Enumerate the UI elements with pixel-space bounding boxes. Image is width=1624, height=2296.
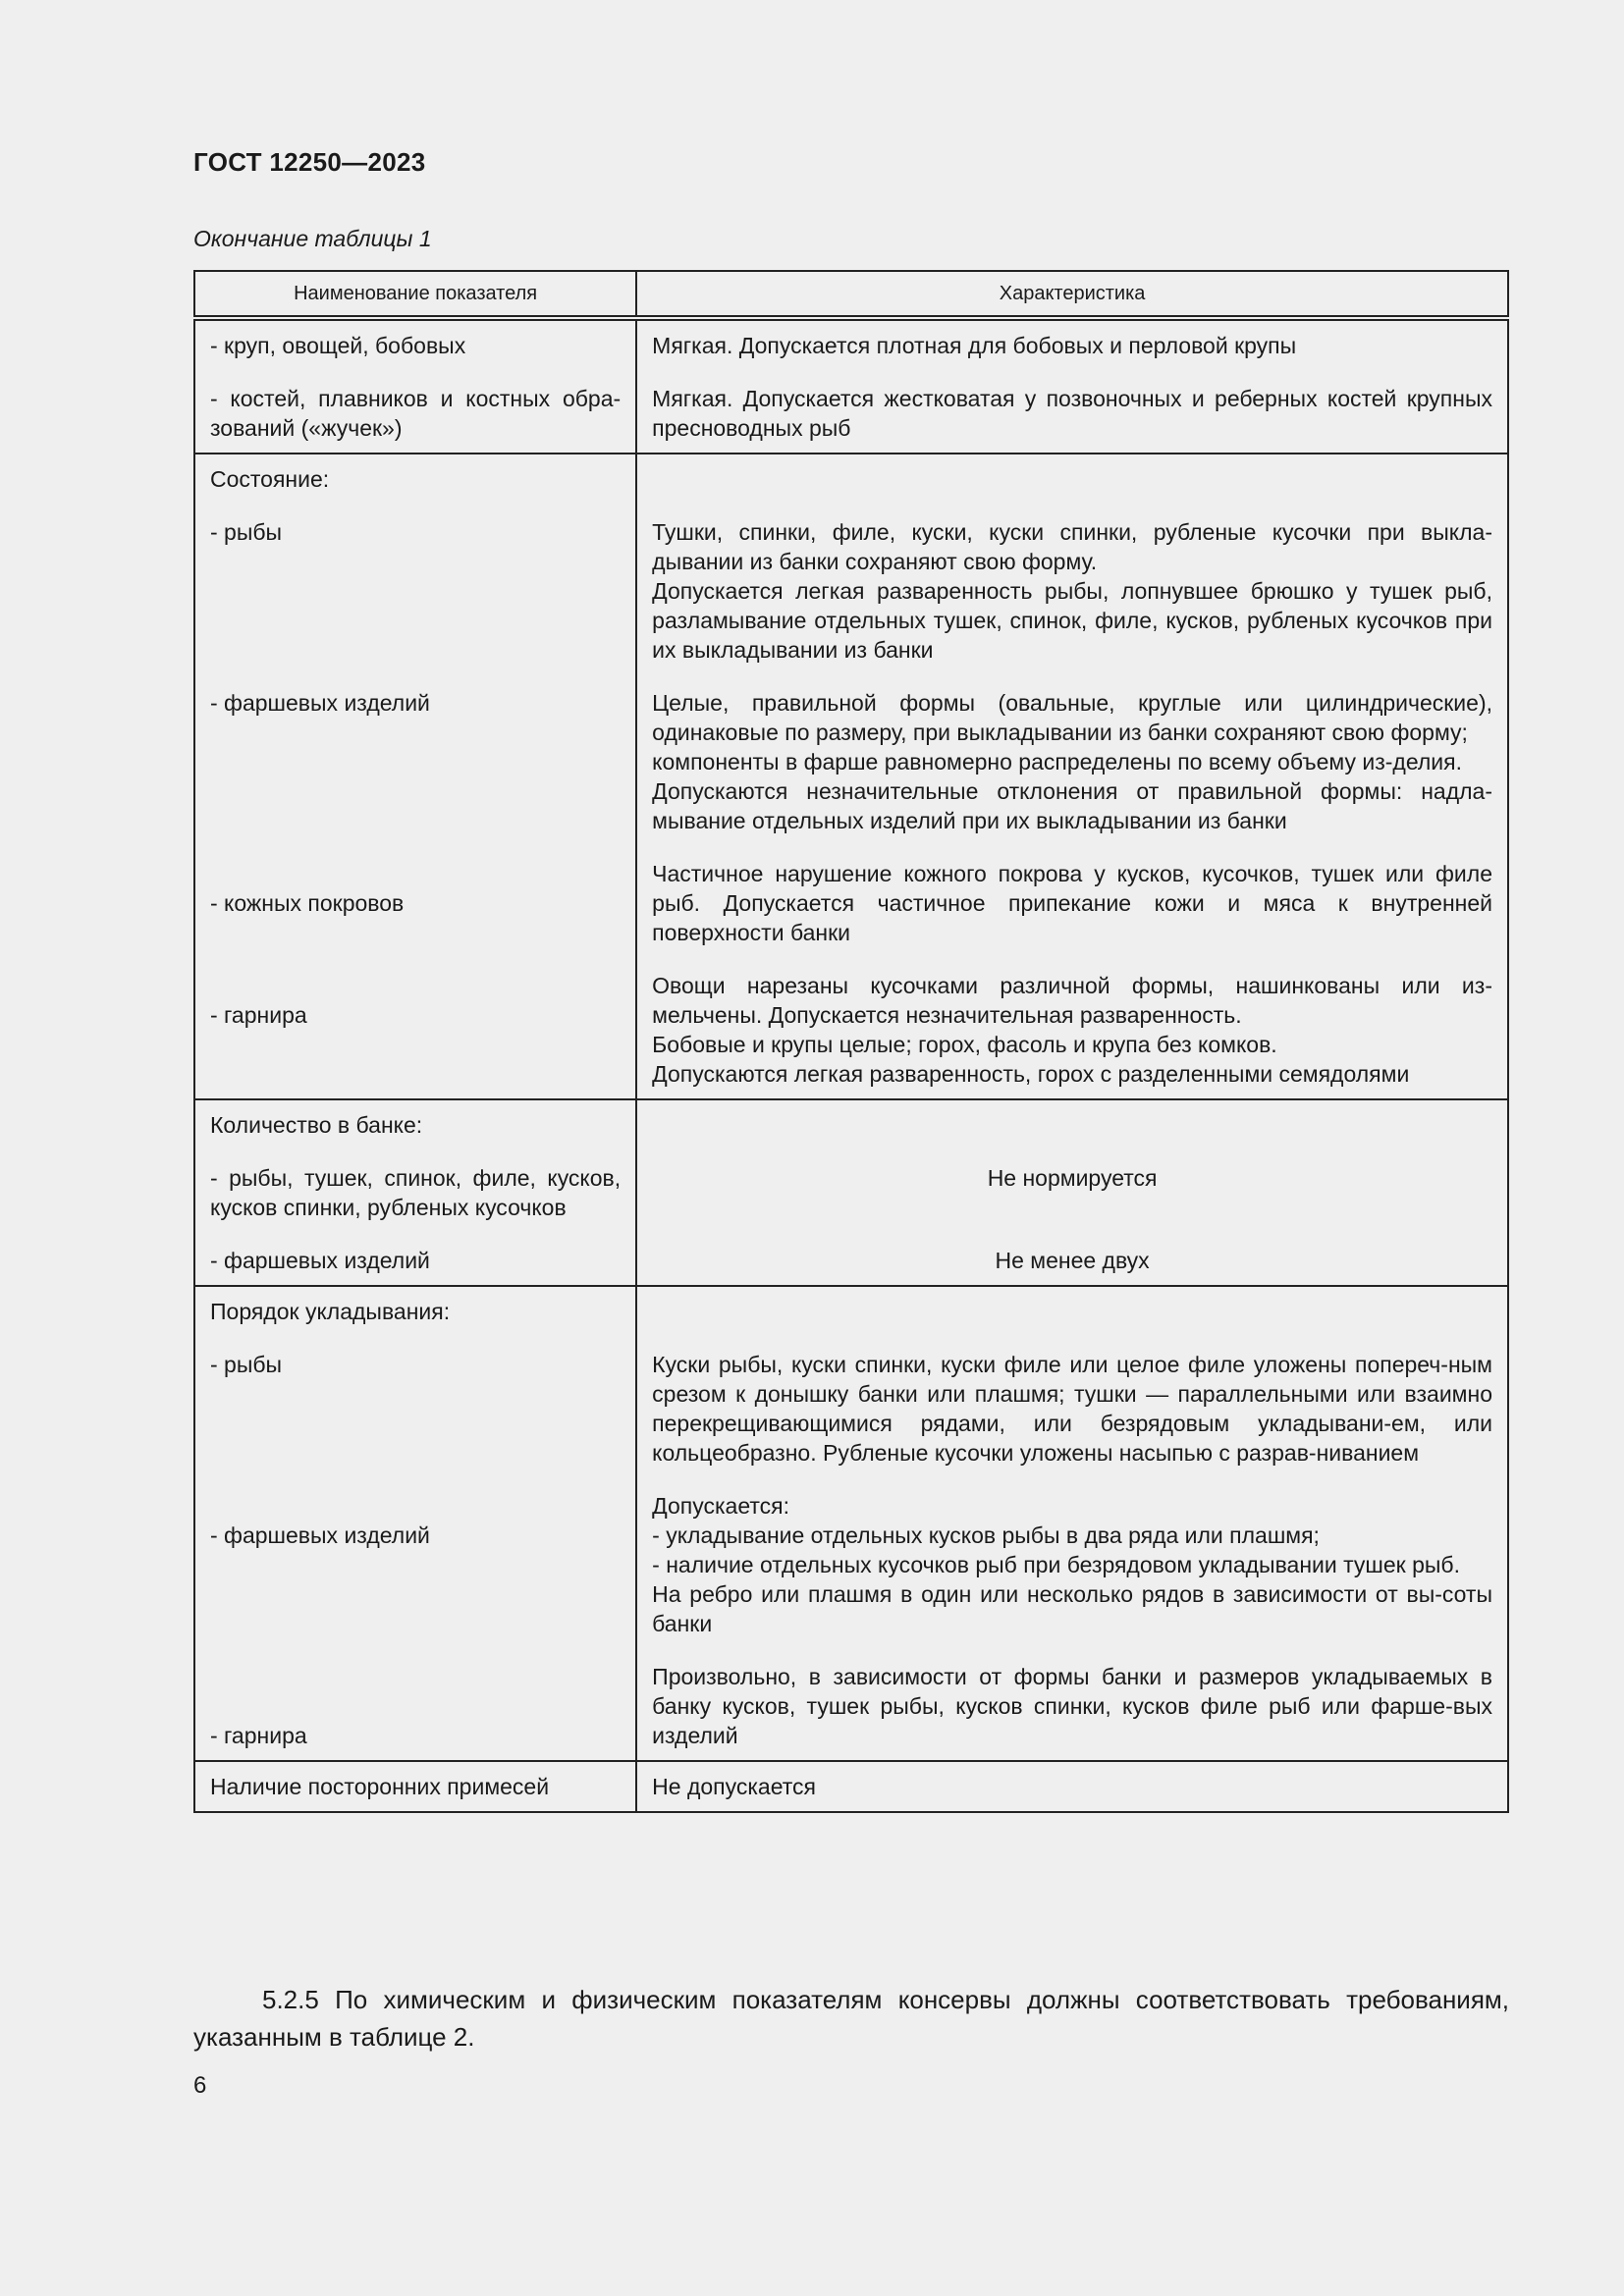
row-value: Допускаются незначительные отклонения от правильной формы: надла-мывание отдельных изделий при их выкладывании из банки <box>652 778 1492 833</box>
table-caption: Окончание таблицы 1 <box>193 226 432 251</box>
document-code: ГОСТ 12250—2023 <box>193 147 426 177</box>
table-row <box>194 1761 1508 1812</box>
table-row <box>194 1099 1508 1286</box>
row-value: Частичное нарушение кожного покрова у кусков, кусочков, тушек или филе рыб. Допускается частичное припекание кожи и мяса к внутренней поверхности банки <box>652 861 1492 945</box>
row-label-cell <box>194 1761 636 1812</box>
row-label: - фаршевых изделий <box>210 1248 430 1273</box>
row-value: Допускается: <box>652 1493 789 1519</box>
table-row <box>194 318 1508 454</box>
row-value: Не допускается <box>652 1774 816 1799</box>
row-label: - кожных покровов <box>210 890 405 916</box>
group-title: Количество в банке: <box>210 1112 423 1138</box>
row-value: - укладывание отдельных кусков рыбы в два ряда или плашмя; <box>652 1522 1320 1548</box>
row-value: Произвольно, в зависимости от формы банки и размеров укладываемых в банку кусков, тушек рыбы, кусков спинки, кусков филе рыб или фарше-вых изделий <box>652 1664 1492 1748</box>
row-value: Мягкая. Допускается жестковатая у позвоночных и реберных костей крупных пресноводных рыб <box>652 386 1492 441</box>
table-header-row <box>194 271 1508 318</box>
table-row <box>194 1286 1508 1761</box>
row-label: - круп, овощей, бобовых <box>210 333 466 358</box>
row-value: компоненты в фарше равномерно распределены по всему объему из-делия. <box>652 749 1462 774</box>
row-label: - рыбы, тушек, спинок, филе, кусков, кусков спинки, рубленых кусочков <box>210 1165 622 1220</box>
row-value: - наличие отдельных кусочков рыб при безрядовом укладывании тушек рыб. <box>652 1552 1460 1577</box>
row-value-cell <box>636 1099 1508 1286</box>
row-label-cell <box>194 318 636 454</box>
row-value: Куски рыбы, куски спинки, куски филе или целое филе уложены попереч-ным срезом к донышку банки или плашмя; тушки — параллельными или взаимно перекрещивающимися рядами, или безрядовым укладывани-ем, или кольцеобразно. Рубленые кусочки уложены насыпью с разрав-ниванием <box>652 1352 1492 1466</box>
specification-table <box>193 270 1509 1813</box>
row-value: Допускается легкая разваренность рыбы, лопнувшее брюшко у тушек рыб, разламывание отдельных тушек, спинок, филе, кусков, рубленых кусочков при их выкладывании из банки <box>652 578 1492 663</box>
column-header-indicator: Наименование показателя <box>194 271 636 318</box>
row-value: Не менее двух <box>995 1248 1150 1273</box>
row-label-cell <box>194 1099 636 1286</box>
row-value: Целые, правильной формы (овальные, круглые или цилиндрические), одинаковые по размеру, при выкладывании из банки сохраняют свою форму; <box>652 690 1492 745</box>
row-value-cell <box>636 1761 1508 1812</box>
body-paragraph: 5.2.5 По химическим и физическим показателям консервы должны соответствовать требованиям, указанным в таблице 2. <box>193 1985 1509 2052</box>
row-value: Не нормируется <box>987 1165 1158 1191</box>
group-title: Состояние: <box>210 466 330 492</box>
table-row <box>194 454 1508 1099</box>
row-label: - гарнира <box>210 1002 307 1028</box>
group-title: Порядок укладывания: <box>210 1299 451 1324</box>
row-value-cell <box>636 1286 1508 1761</box>
row-value: Тушки, спинки, филе, куски, куски спинки, рубленые кусочки при выкла-дывании из банки сохраняют свою форму. <box>652 519 1492 574</box>
row-value: На ребро или плашмя в один или несколько рядов в зависимости от вы-соты банки <box>652 1581 1492 1636</box>
row-label: - гарнира <box>210 1723 307 1748</box>
row-value: Допускаются легкая разваренность, горох с разделенными семядолями <box>652 1061 1410 1087</box>
row-label: - фаршевых изделий <box>210 690 430 716</box>
row-label: - костей, плавников и костных обра-зований («жучек») <box>210 386 622 441</box>
row-label: - рыбы <box>210 519 283 545</box>
row-value-cell <box>636 318 1508 454</box>
row-value-cell <box>636 454 1508 1099</box>
row-label: - фаршевых изделий <box>210 1522 430 1548</box>
row-label-cell <box>194 454 636 1099</box>
page-number: 6 <box>193 2072 207 2099</box>
column-header-characteristic: Характеристика <box>636 271 1508 318</box>
row-label-cell <box>194 1286 636 1761</box>
row-value: Бобовые и крупы целые; горох, фасоль и крупа без комков. <box>652 1032 1277 1057</box>
row-value: Мягкая. Допускается плотная для бобовых и перловой крупы <box>652 333 1297 358</box>
row-value: Овощи нарезаны кусочками различной формы, нашинкованы или из-мельчены. Допускается незначительная разваренность. <box>652 973 1492 1028</box>
row-label: - рыбы <box>210 1352 283 1377</box>
row-label: Наличие посторонних примесей <box>210 1774 550 1799</box>
